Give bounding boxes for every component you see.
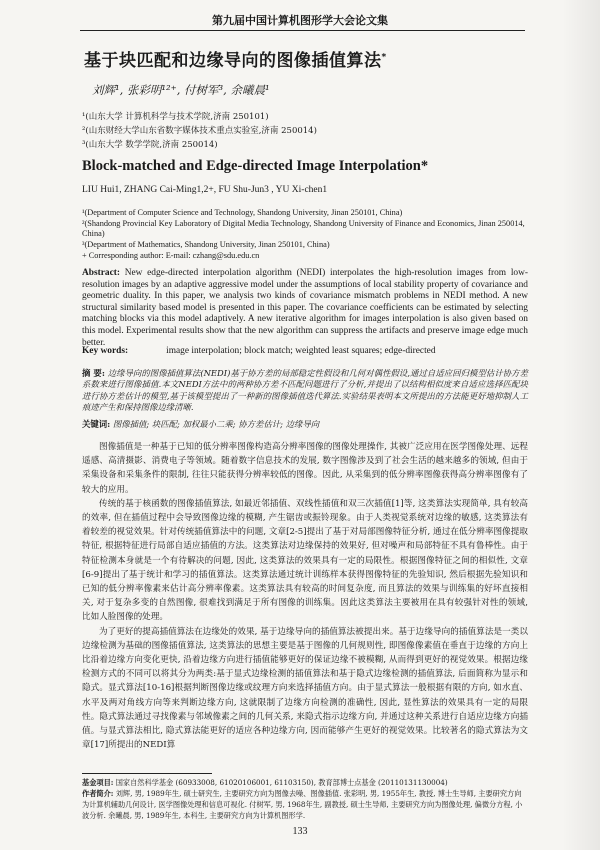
- english-title: Block-matched and Edge-directed Image Interpolation*: [82, 158, 429, 174]
- page-number: 133: [292, 826, 308, 837]
- footnote-authors: [82, 788, 528, 821]
- footnote-label: 作者简介:: [82, 789, 114, 798]
- cn-keywords-text: 图像插值; 块匹配; 加权最小二乘; 协方差估计; 边缘导向: [112, 419, 320, 429]
- body-text: [82, 440, 528, 752]
- body-paragraph: 为了更好的提高插值算法在边缘处的效果, 基于边缘导向的插值算法被提出来。基于边缘导向的插值算法是一类以边缘检测为基础的图像插值算法, 这类算法的思想主要是基于图像的几何规则性, 即图像像素值在垂直于边缘的方向上比沿着边缘方向变化更快, 沿着边缘方向进行插值能够更好的保证边缘不被模糊, 从而得到更好的视觉效果。根据边缘检测方式的不同可以将其分为两类:基于显式边缘检测的插值算法和基于隐式边缘检测的插值算法, 后面简称为显示和隐式。显式算法[10-16]根据判断图像边缘或纹理方向来选择插值方向。由于显式算法一般根据有限的方向, 如水直、水平及两对角线方向等来判断边缘方向, 这就限制了边缘方向检测的准确性, 因此, 显性算法的效果具有一定的局限性。隐式算法通过寻找像素与邻域像素之间的几何关系, 来隐式指示边缘方向, 并通过这种关系进行自适应边缘方向插值。与显式算法相比, 隐式算法能更好的适应各种边缘方向, 因而能够产生更好的视觉效果。比较著名的隐式算法为文章[17]所提出的NEDI算: [82, 626, 528, 751]
- footnote-funding: [82, 777, 528, 788]
- english-authors: LIU Hui1, ZHANG Cai-Ming1,2+, FU Shu-Jun3 , YU Xi-chen1: [82, 185, 328, 195]
- en-affiliation-3: ³(Department of Mathematics, Shandong University, Jinan 250101, China): [82, 240, 330, 249]
- footnote-rule: [82, 773, 212, 774]
- body-paragraph: 图像插值是一种基于已知的低分辨率图像构造高分辨率图像的图像处理操作, 其被广泛应用在医学图像处理、远程遥感、高清摄影、消费电子等领域。随着数字信息技术的发展, 数字图像涉及到了社会生活的越来越多的领域, 但由于采集设备和采集条件的限制, 往往只能获得分辨率较低的图像。因此, 从采集到的低分辨率图像获得高分辨率图像有了较大的应用。: [82, 442, 528, 495]
- keywords-text: image interpolation; block match; weighted least squares; edge-directed: [166, 346, 436, 356]
- cn-abstract-label: 摘 要:: [82, 368, 105, 378]
- cn-keywords-label: 关键词:: [82, 419, 111, 429]
- abstract-label: Abstract:: [82, 268, 121, 278]
- cn-affiliation-3: ³(山东大学 数学学院,济南 250014): [82, 140, 218, 150]
- keywords-label: Key words:: [82, 346, 129, 356]
- corresponding-author: + Corresponding author: E-mail: czhang@sdu.edu.cn: [82, 251, 260, 260]
- chinese-keywords: [82, 418, 319, 430]
- body-paragraph: 传统的基于核函数的图像插值算法, 如最近邻插值、双线性插值和双三次插值[1]等, 这类算法实现简单, 具有较高的效率, 但在插值过程中会导致图像边缘的模糊, 产生锯齿或振铃现象。由于人类视觉系统对边缘的敏感, 这类算法有着较差的视觉效果。针对传统插值算法中的问题, 文章[2-5]提出了基于对局部图像特征分析, 通过在低分辨率图像提取特征, 根据特征进行局部自适应插值的方法。这类算法对边缘保持的效果好, 但对噪声和局部特征不具有鲁棒性。由于特征检测本身就是一个有待解决的问题, 因此, 这类算法的效果具有一定的局限性。根据图像特征之间的相似性, 文章[6-9]提出了基于统计和学习的插值算法。这类算法通过统计训练样本获得图像特征的先验知识, 然后根据先验知识和已知的低分辨率像素来估计高分辨率像素。这类算法具有较高的时间复杂度, 而且算法的效果与训练集的好坏直接相关, 对于复杂多变的自然图像, 很难找到满足于所有图像的训练集。因此这类算法主要被用在具有较强针对性的领域, 比如人脸图像的处理。: [82, 498, 528, 623]
- cn-abstract-text: 边缘导向的图像插值算法(NEDI)基于协方差的局部稳定性假设和几何对偶性假设,通过自适应回归模型估计协方差系数来进行图像插值.本文NEDI方法中的两种协方差不匹配问题进行了分析,并提出了以结构相似度来自适应选择匹配块进行协方差估计的模型,基于该模型提出了一种新的图像插值迭代算法.实验结果表明本文所提出的方法能更好地抑制人工痕迹产生和保持图像边缘清晰.: [82, 368, 528, 413]
- cn-affiliation-2: ²(山东财经大学山东省数字媒体技术重点实验室,济南 250014): [82, 126, 317, 136]
- footnote-label: 基金项目:: [82, 778, 114, 787]
- footnotes: [82, 777, 528, 821]
- cn-affiliation-1: ¹(山东大学 计算机科学与技术学院,济南 250101): [82, 112, 269, 122]
- title-footnote-mark: *: [381, 52, 387, 63]
- chinese-title: [84, 46, 387, 71]
- abstract-text: New edge-directed interpolation algorithm (NEDI) interpolates the high-resolution images from low-resolution images by an adaptive aggressive model under the assumptions of local stability property of covariance and geometric duality. In this paper, we analysis two kinds of covariance mismatch problems in NEDI method. A new structural similarity based model is presented in this paper. The covariance coefficients can be estimated by selecting matching blocks via this model adaptively. A new iterative algorithm for images interpolation is also given based on this model. Experimental results show that the new algorithm can suppress the artifacts and preserve image edge much better.: [82, 268, 529, 348]
- english-keywords: [82, 346, 436, 356]
- footnote-text: 刘辉, 男, 1989年生, 硕士研究生, 主要研究方向为图像去噪、图像插值. 张彩明, 男, 1955年生, 教授, 博士生导师, 主要研究方向为计算机辅助几何设计, 医学图像处理和信息可视化. 付树军, 男, 1968年生, 副教授, 硕士生导师, 主要研究方向为图像处理, 偏微分方程, 小波分析. 余曦晨, 男, 1989年生, 本科生, 主要研究方向为计算机图形学.: [82, 789, 523, 820]
- en-affiliation-2: ²(Shandong Provincial Key Laboratory of Digital Media Technology, Shandong University of Finance and Economics, Jinan 250014, China): [82, 219, 525, 238]
- chinese-authors: 刘辉¹, 张彩明¹²⁺, 付树军³, 余曦晨¹: [92, 83, 270, 97]
- chinese-title-text: 基于块匹配和边缘导向的图像插值算法: [84, 51, 382, 71]
- running-head: 第九届中国计算机图形学大会论文集: [212, 14, 388, 27]
- header-rule: [80, 30, 525, 31]
- english-abstract: [82, 268, 528, 349]
- footnote-text: 国家自然科学基金 (60933008, 61020106001, 61103150), 教育部博士点基金 (20110131130004): [115, 778, 448, 787]
- chinese-abstract: [82, 368, 528, 414]
- en-affiliation-1: ¹(Department of Computer Science and Technology, Shandong University, Jinan 250101, China): [82, 208, 403, 217]
- scan-shadow: [562, 0, 600, 850]
